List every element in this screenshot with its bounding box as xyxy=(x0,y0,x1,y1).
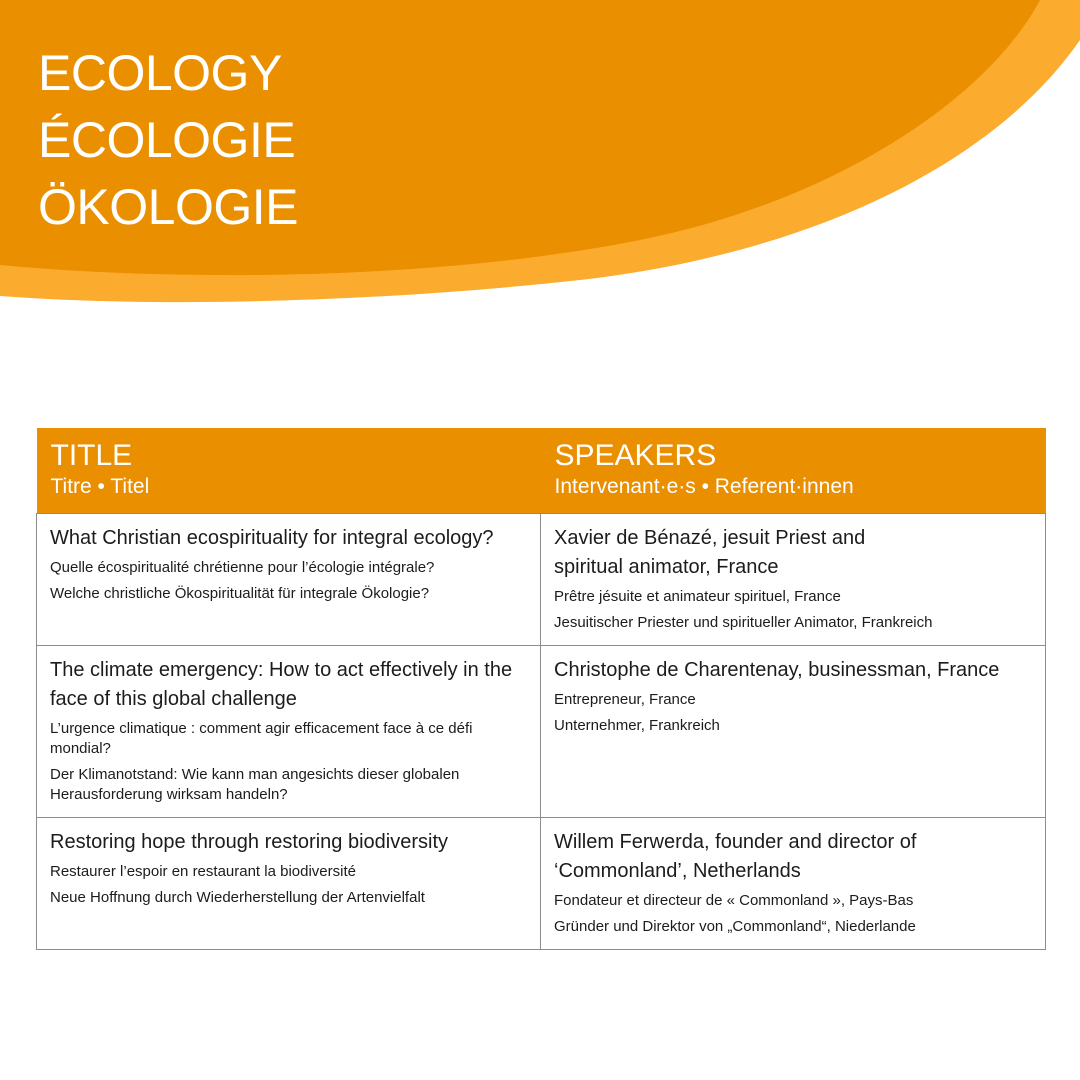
title-french: ÉCOLOGIE xyxy=(38,112,296,168)
table-row xyxy=(37,514,1046,646)
column-header-title xyxy=(37,428,541,514)
speaker-fr: Entrepreneur, France xyxy=(554,691,696,708)
page-title xyxy=(38,40,298,241)
speaker-fr: Fondateur et directeur de « Commonland », Pays-Bas xyxy=(554,892,914,909)
session-title-de: Welche christliche Ökospiritualität für integrale Ökologie? xyxy=(50,585,430,602)
speaker-de: Jesuitischer Priester und spiritueller Animator, Frankreich xyxy=(554,614,933,631)
title-german: ÖKOLOGIE xyxy=(38,179,298,235)
session-title-fr: Quelle écospiritualité chrétienne pour l’écologie intégrale? xyxy=(50,559,435,576)
speaker-cell xyxy=(541,818,1046,950)
session-title-en: Restoring hope through restoring biodiversity xyxy=(50,831,448,853)
table-row xyxy=(37,818,1046,950)
session-title-de: Der Klimanotstand: Wie kann man angesichts dieser globalen Herausforderung wirksam handeln? xyxy=(50,766,460,803)
column-header-title-sublabel: Titre • Titel xyxy=(50,475,150,498)
speaker-en: Willem Ferwerda, founder and director of ‘Commonland’, Netherlands xyxy=(554,831,917,882)
column-header-speakers-sublabel: Intervenant·e·s • Referent·innen xyxy=(554,475,854,498)
table-header-row xyxy=(37,428,1046,514)
session-title-fr: L’urgence climatique : comment agir efficacement face à ce défi mondial? xyxy=(50,720,473,757)
table-row xyxy=(37,646,1046,818)
column-header-speakers xyxy=(541,428,1046,514)
column-header-speakers-label: SPEAKERS xyxy=(554,439,717,472)
program-table xyxy=(36,428,1046,950)
session-title-fr: Restaurer l’espoir en restaurant la biodiversité xyxy=(50,863,356,880)
session-title-en: What Christian ecospirituality for integral ecology? xyxy=(50,527,494,549)
speaker-fr: Prêtre jésuite et animateur spirituel, France xyxy=(554,588,841,605)
session-title-cell xyxy=(37,646,541,818)
session-title-de: Neue Hoffnung durch Wiederherstellung der Artenvielfalt xyxy=(50,889,425,906)
speaker-cell xyxy=(541,646,1046,818)
speaker-de: Unternehmer, Frankreich xyxy=(554,717,720,734)
column-header-title-label: TITLE xyxy=(50,439,133,472)
speaker-cell xyxy=(541,514,1046,646)
speaker-de: Gründer und Direktor von „Commonland“, Niederlande xyxy=(554,918,916,935)
title-english: ECOLOGY xyxy=(38,45,282,101)
session-title-en: The climate emergency: How to act effectively in the face of this global challenge xyxy=(50,659,513,710)
session-title-cell xyxy=(37,514,541,646)
speaker-en: Christophe de Charentenay, businessman, France xyxy=(554,659,1000,681)
session-title-cell xyxy=(37,818,541,950)
speaker-en: Xavier de Bénazé, jesuit Priest and spiritual animator, France xyxy=(554,527,866,578)
